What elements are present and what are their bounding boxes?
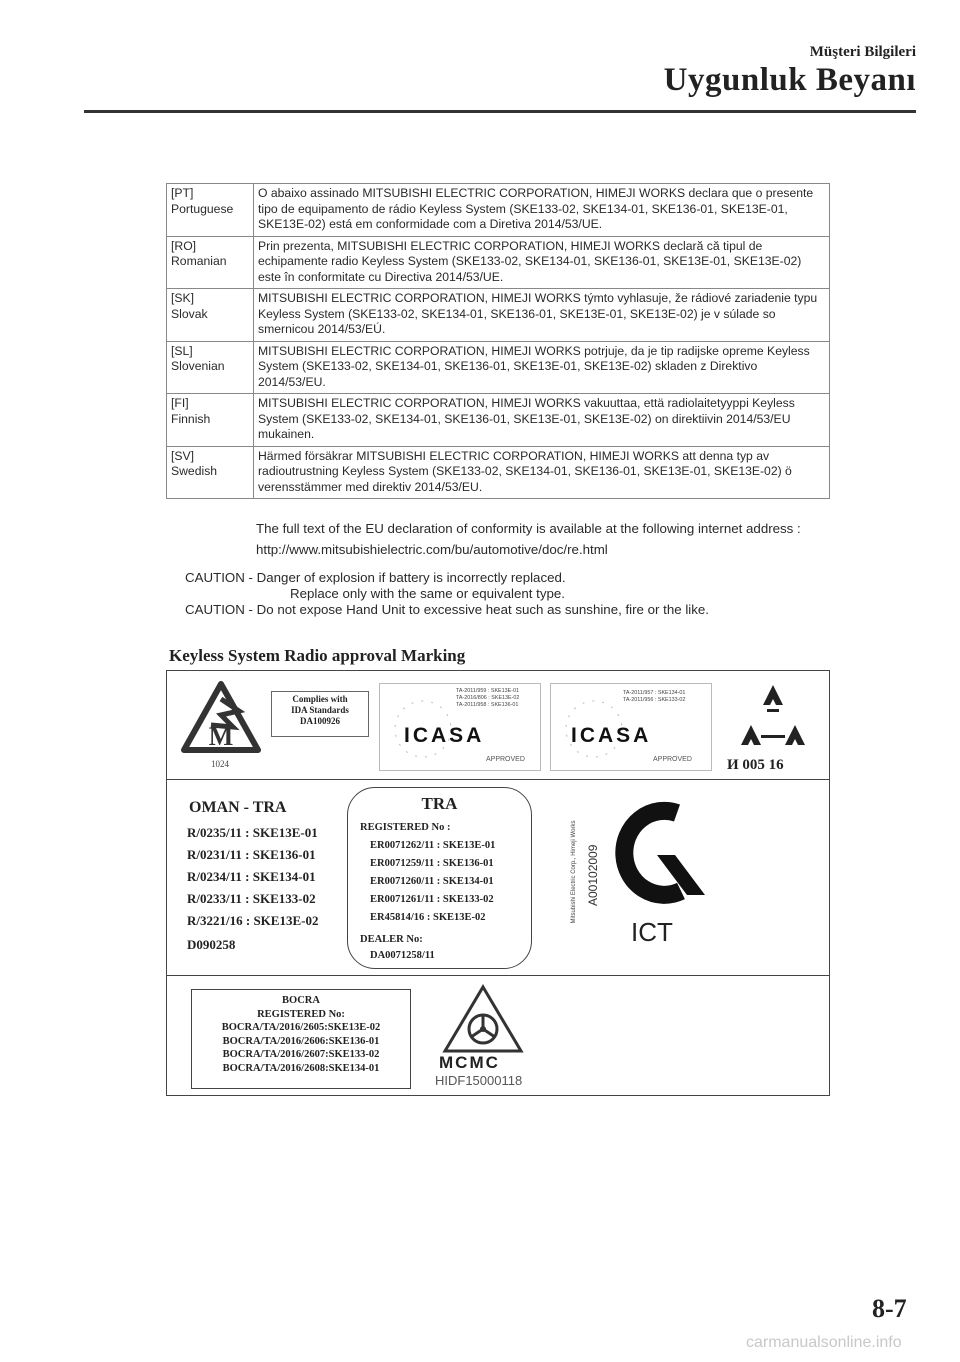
tra-line: ER0071262/11 : SKE13E-01 xyxy=(370,840,496,851)
oman-line: R/0233/11 : SKE133-02 xyxy=(187,891,316,906)
bocra-line: BOCRA/TA/2016/2605:SKE13E-02 xyxy=(221,1022,381,1033)
table-row xyxy=(167,394,830,447)
language-name: Slovenian xyxy=(171,359,225,373)
approval-marks-panel xyxy=(166,670,830,1096)
mcmc-code: HIDF15000118 xyxy=(435,1073,523,1088)
language-code: [FI] xyxy=(171,396,189,410)
bocra-reg-label: REGISTERED No: xyxy=(257,1008,345,1020)
icasa-line: TA-2011/959 : SKE13E-01 xyxy=(456,688,520,694)
language-cell xyxy=(167,341,254,394)
declaration-text: O abaixo assinado MITSUBISHI ELECTRIC CORPORATION, HIMEJI WORKS declara que o presente tipo de equipamento de rádio Keyless System (SKE133-02, SKE134-01, SKE136-01, SKE13E-01, SKE13E-02) está em conformidade com a Diretiva 2014/53/UE. xyxy=(254,184,830,237)
icasa-label xyxy=(550,683,712,771)
oman-line: R/0231/11 : SKE136-01 xyxy=(187,847,316,862)
language-cell xyxy=(167,289,254,342)
marks-row xyxy=(167,975,829,1095)
watermark-text: carmanualsonline.info xyxy=(746,1334,902,1351)
bocra-line: BOCRA/TA/2016/2608:SKE134-01 xyxy=(222,1062,380,1074)
caution-line: Replace only with the same or equivalent type. xyxy=(290,586,565,601)
ida-label xyxy=(271,691,369,737)
tra-label xyxy=(347,787,532,969)
table-row xyxy=(167,446,830,499)
ict-vertical-area xyxy=(565,797,583,957)
icasa-line: TA-2016/806 : SKE13E-02 xyxy=(456,695,520,701)
icasa-line: TA-2011/956 : SKE133-02 xyxy=(623,697,686,703)
oman-line: R/0235/11 : SKE13E-01 xyxy=(187,825,318,840)
language-code: [SK] xyxy=(171,291,195,305)
marks-row xyxy=(167,779,829,976)
language-cell xyxy=(167,394,254,447)
declaration-text: MITSUBISHI ELECTRIC CORPORATION, HIMEJI WORKS vakuuttaa, että radiolaitetyyppi Keyless System (SKE133-02, SKE134-01, SKE136-01, SKE13E-01, SKE13E-02) on direktiivin 2014/53/EU mukainen. xyxy=(254,394,830,447)
language-name: Portuguese xyxy=(171,201,234,216)
mcmc-logo-icon xyxy=(441,983,525,1055)
sirim-logo-icon xyxy=(181,681,261,753)
oman-line: D090258 xyxy=(187,937,236,952)
language-cell xyxy=(167,184,254,237)
sirim-number: 1024 xyxy=(211,759,229,769)
language-cell xyxy=(167,236,254,289)
tra-line: ER45814/16 : SKE13E-02 xyxy=(370,912,486,923)
caution-line: CAUTION - Do not expose Hand Unit to excessive heat such as sunshine, fire or the like. xyxy=(185,602,709,617)
oman-line: R/0234/11 : SKE134-01 xyxy=(187,869,316,884)
svg-text:M: M xyxy=(208,722,234,751)
tra-line: ER0071260/11 : SKE134-01 xyxy=(370,876,494,887)
icasa-line: TA-2011/957 : SKE134-01 xyxy=(623,690,686,696)
tra-dealer-label: DEALER No: xyxy=(360,934,423,945)
ict-label: ICT xyxy=(631,917,673,947)
icasa-line: TA-2011/958 : SKE136-01 xyxy=(456,702,519,708)
language-code: [SL] xyxy=(171,343,193,358)
declaration-text: MITSUBISHI ELECTRIC CORPORATION, HIMEJI WORKS potrjuje, da je tip radijske opreme Keyless System (SKE133-02, SKE134-01, SKE136-01, SKE13E-01, SKE13E-02) skladen z Direktivo 2014/53/EU. xyxy=(254,341,830,394)
eu-declaration-note: The full text of the EU declaration of conformity is available at the following internet address : http://www.mitsubishielectric.com/bu/automotive/doc/re.html xyxy=(256,521,801,557)
language-code: [RO] xyxy=(171,238,197,253)
mcmc-brand: MCMC xyxy=(439,1053,500,1072)
declaration-table xyxy=(166,183,830,499)
header-rule xyxy=(84,110,916,113)
oman-line: R/3221/16 : SKE13E-02 xyxy=(187,913,319,928)
table-row xyxy=(167,289,830,342)
icasa-wordmark: ICASA xyxy=(571,724,652,747)
caution-block xyxy=(185,570,709,618)
ict-maker-text: Mitsubishi Electric Corp., Himeji Works xyxy=(571,820,577,924)
icasa-wordmark: ICASA xyxy=(404,724,485,747)
table-row xyxy=(167,184,830,237)
section-subtitle: Müşteri Bilgileri xyxy=(809,44,916,60)
declaration-text: Prin prezenta, MITSUBISHI ELECTRIC CORPORATION, HIMEJI WORKS declară că tipul de echipamente radio Keyless System (SKE133-02, SKE134-01, SKE136-01, SKE13E-01, SKE13E-02) este în conformitate cu Directiva 2014/53/UE. xyxy=(254,236,830,289)
language-code: [SV] xyxy=(171,448,195,463)
bocra-line: BOCRA/TA/2016/2606:SKE136-01 xyxy=(222,1035,380,1047)
ida-line: Complies with xyxy=(292,694,348,704)
ida-line: IDA Standards xyxy=(291,705,349,715)
oman-title: OMAN - TRA xyxy=(189,799,287,816)
approved-text: APPROVED xyxy=(486,756,525,763)
language-name: Romanian xyxy=(171,254,227,268)
ict-logo-icon xyxy=(607,799,707,909)
icasa-label xyxy=(379,683,541,771)
tra-line: ER0071261/11 : SKE133-02 xyxy=(370,894,494,905)
language-cell xyxy=(167,446,254,499)
eac-number: И 005 16 xyxy=(727,757,784,773)
table-row xyxy=(167,236,830,289)
language-name: Finnish xyxy=(171,411,211,426)
marks-row xyxy=(167,671,829,780)
ict-code: A00102009 xyxy=(586,844,600,906)
tra-dealer-number: DA0071258/11 xyxy=(370,950,435,961)
table-row xyxy=(167,341,830,394)
ida-line: DA100926 xyxy=(300,716,340,726)
language-name: Swedish xyxy=(171,464,218,478)
tra-title: TRA xyxy=(421,794,458,813)
page-number: 8-7 xyxy=(872,1294,907,1323)
tra-line: ER0071259/11 : SKE136-01 xyxy=(370,858,494,869)
declaration-text: Härmed försäkrar MITSUBISHI ELECTRIC CORPORATION, HIMEJI WORKS att denna typ av radioutrustning Keyless System (SKE133-02, SKE134-01, SKE136-01, SKE13E-01, SKE13E-02) ö verensstämmer med direktiv 2014/53/EU. xyxy=(254,446,830,499)
tra-reg-label: REGISTERED No : xyxy=(360,822,451,833)
approved-text: APPROVED xyxy=(653,756,692,763)
language-code: [PT] xyxy=(171,186,194,200)
page-title: Uygunluk Beyanı xyxy=(663,62,916,98)
bocra-label xyxy=(191,989,411,1089)
bocra-title: BOCRA xyxy=(282,995,320,1006)
caution-line: CAUTION - Danger of explosion if battery is incorrectly replaced. xyxy=(185,570,566,585)
triangle-mark-icon xyxy=(737,681,809,753)
section-heading: Keyless System Radio approval Marking xyxy=(169,646,466,665)
language-name: Slovak xyxy=(171,306,208,321)
declaration-text: MITSUBISHI ELECTRIC CORPORATION, HIMEJI WORKS týmto vyhlasuje, že rádiové zariadenie typu Keyless System (SKE133-02, SKE134-01, SKE136-01, SKE13E-01, SKE13E-02) je v súlade so smernicou 2014/53/EÚ. xyxy=(254,289,830,342)
bocra-line: BOCRA/TA/2016/2607:SKE133-02 xyxy=(222,1049,380,1060)
